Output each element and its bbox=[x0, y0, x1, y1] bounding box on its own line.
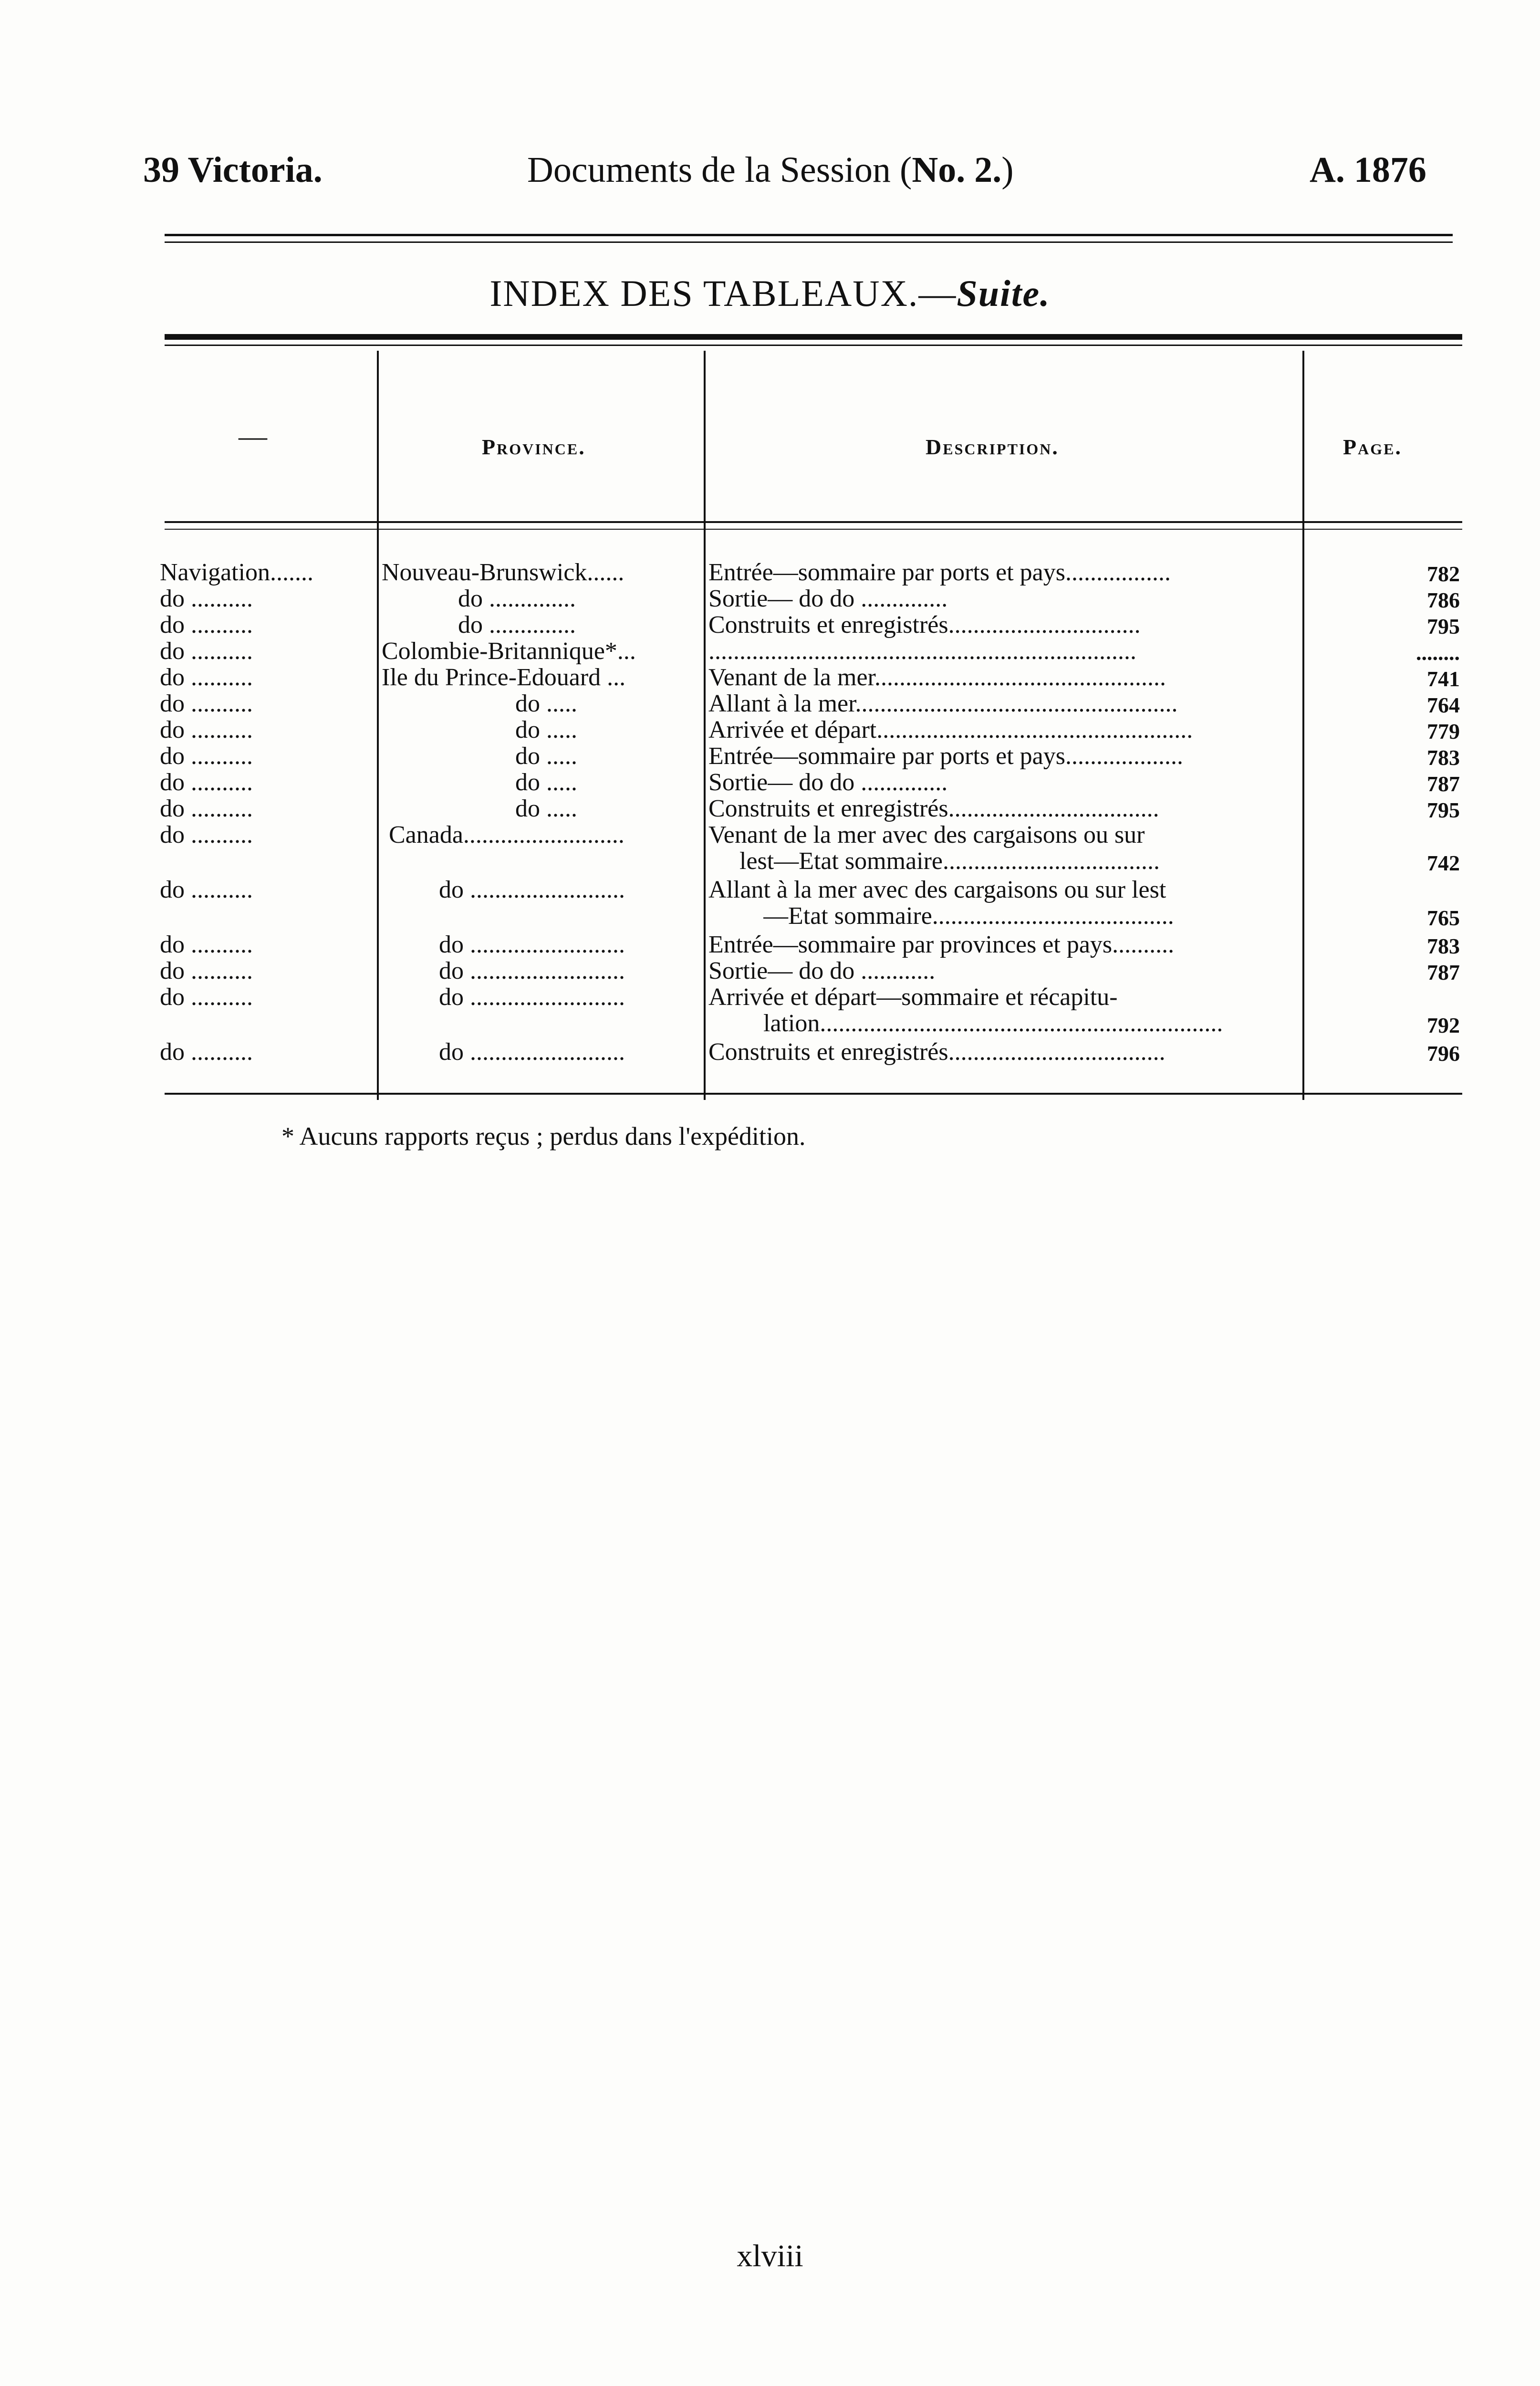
row-category: do .......... bbox=[160, 638, 253, 665]
header-left: 39 Victoria. bbox=[143, 150, 323, 190]
row-page: 786 bbox=[1427, 588, 1460, 612]
row-category: Navigation....... bbox=[160, 559, 314, 586]
title-suite: Suite. bbox=[957, 272, 1051, 314]
row-province: Canada.......................... bbox=[389, 822, 624, 848]
footnote: * Aucuns rapports reçus ; perdus dans l'expédition. bbox=[281, 1122, 806, 1151]
row-description: Entrée—sommaire par provinces et pays.......... bbox=[708, 931, 1175, 958]
header-center-number: No. 2. bbox=[912, 150, 1002, 190]
header-sep-rule bbox=[165, 521, 1462, 523]
row-category: do .......... bbox=[160, 984, 253, 1011]
row-page: 782 bbox=[1427, 562, 1460, 586]
table-rule-top-thick bbox=[165, 334, 1462, 340]
row-province: do ......................... bbox=[439, 1039, 625, 1066]
row-description: Allant à la mer.................................................... bbox=[708, 691, 1178, 717]
row-page: 741 bbox=[1427, 667, 1460, 691]
colhead-description: Description. bbox=[926, 435, 1059, 459]
table-rule-top-thin bbox=[165, 345, 1462, 346]
row-page: 779 bbox=[1427, 719, 1460, 743]
row-description: Arrivée et départ—sommaire et récapitu- bbox=[708, 984, 1118, 1011]
row-description: Allant à la mer avec des cargaisons ou sur lest bbox=[708, 877, 1166, 903]
row-page: 796 bbox=[1427, 1041, 1460, 1066]
row-description-cont: lation................................................................. bbox=[763, 1010, 1223, 1037]
row-category: do .......... bbox=[160, 822, 253, 848]
colhead-province: Province. bbox=[482, 435, 586, 459]
row-province: do ..... bbox=[515, 717, 577, 743]
header-rule-bottom bbox=[165, 241, 1453, 243]
row-category: do .......... bbox=[160, 664, 253, 691]
row-category: do .......... bbox=[160, 958, 253, 984]
row-category: do .......... bbox=[160, 769, 253, 796]
row-province: do .............. bbox=[458, 586, 576, 612]
row-description-cont: —Etat sommaire....................................... bbox=[763, 903, 1174, 930]
row-page: 783 bbox=[1427, 934, 1460, 958]
colhead-blank: — bbox=[239, 420, 267, 452]
table-rule-bottom bbox=[165, 1093, 1462, 1095]
row-description: Construits et enregistrés.................................. bbox=[708, 795, 1159, 822]
row-description: Construits et enregistrés................................... bbox=[708, 1039, 1165, 1066]
page-number: xlviii bbox=[737, 2239, 803, 2273]
col-divider-3 bbox=[1302, 351, 1304, 1100]
header-sep-rule-2 bbox=[165, 529, 1462, 530]
row-page: 795 bbox=[1427, 798, 1460, 822]
colhead-page: Page. bbox=[1343, 435, 1402, 459]
row-page: 787 bbox=[1427, 772, 1460, 796]
row-page: 795 bbox=[1427, 614, 1460, 638]
header-center-prefix: Documents de la Session ( bbox=[527, 150, 912, 190]
row-page: ........ bbox=[1416, 640, 1460, 665]
row-province: do ......................... bbox=[439, 958, 625, 984]
row-page: 765 bbox=[1427, 906, 1460, 930]
row-province: Colombie-Britannique*... bbox=[382, 638, 636, 665]
row-province: Nouveau-Brunswick...... bbox=[382, 559, 624, 586]
row-description: Sortie— do do ............ bbox=[708, 958, 936, 984]
row-category: do .......... bbox=[160, 931, 253, 958]
row-province: do ......................... bbox=[439, 877, 625, 903]
row-category: do .......... bbox=[160, 691, 253, 717]
row-page: 742 bbox=[1427, 851, 1460, 875]
row-province: do ......................... bbox=[439, 984, 625, 1011]
title-main: INDEX DES TABLEAUX.— bbox=[489, 272, 957, 314]
row-province: do ..... bbox=[515, 743, 577, 770]
page-title bbox=[0, 272, 1540, 315]
row-province: do ......................... bbox=[439, 931, 625, 958]
row-category: do .......... bbox=[160, 612, 253, 638]
row-description: Construits et enregistrés............................... bbox=[708, 612, 1141, 638]
row-province: Ile du Prince-Edouard ... bbox=[382, 664, 626, 691]
row-description: Venant de la mer avec des cargaisons ou sur bbox=[708, 822, 1145, 848]
row-page: 764 bbox=[1427, 693, 1460, 717]
col-divider-2 bbox=[704, 351, 706, 1100]
row-description-cont: lest—Etat sommaire................................... bbox=[739, 848, 1160, 875]
row-description: Entrée—sommaire par ports et pays................... bbox=[708, 743, 1183, 770]
row-province: do ..... bbox=[515, 691, 577, 717]
row-province: do ..... bbox=[515, 795, 577, 822]
row-category: do .......... bbox=[160, 743, 253, 770]
row-category: do .......... bbox=[160, 717, 253, 743]
row-category: do .......... bbox=[160, 795, 253, 822]
header-rule-top bbox=[165, 234, 1453, 236]
row-description: Arrivée et départ................................................... bbox=[708, 717, 1193, 743]
row-province: do .............. bbox=[458, 612, 576, 638]
row-description: Sortie— do do .............. bbox=[708, 586, 948, 612]
row-category: do .......... bbox=[160, 1039, 253, 1066]
row-page: 792 bbox=[1427, 1013, 1460, 1037]
row-page: 783 bbox=[1427, 745, 1460, 770]
row-description: Sortie— do do .............. bbox=[708, 769, 948, 796]
row-description: ..................................................................... bbox=[708, 638, 1136, 665]
row-category: do .......... bbox=[160, 586, 253, 612]
row-description: Venant de la mer............................................... bbox=[708, 664, 1166, 691]
header-right: A. 1876 bbox=[1310, 150, 1426, 190]
row-province: do ..... bbox=[515, 769, 577, 796]
header-center bbox=[527, 152, 1014, 188]
row-page: 787 bbox=[1427, 960, 1460, 984]
row-category: do .......... bbox=[160, 877, 253, 903]
row-description: Entrée—sommaire par ports et pays................. bbox=[708, 559, 1171, 586]
col-divider-1 bbox=[377, 351, 379, 1100]
header-center-suffix: ) bbox=[1001, 150, 1014, 190]
